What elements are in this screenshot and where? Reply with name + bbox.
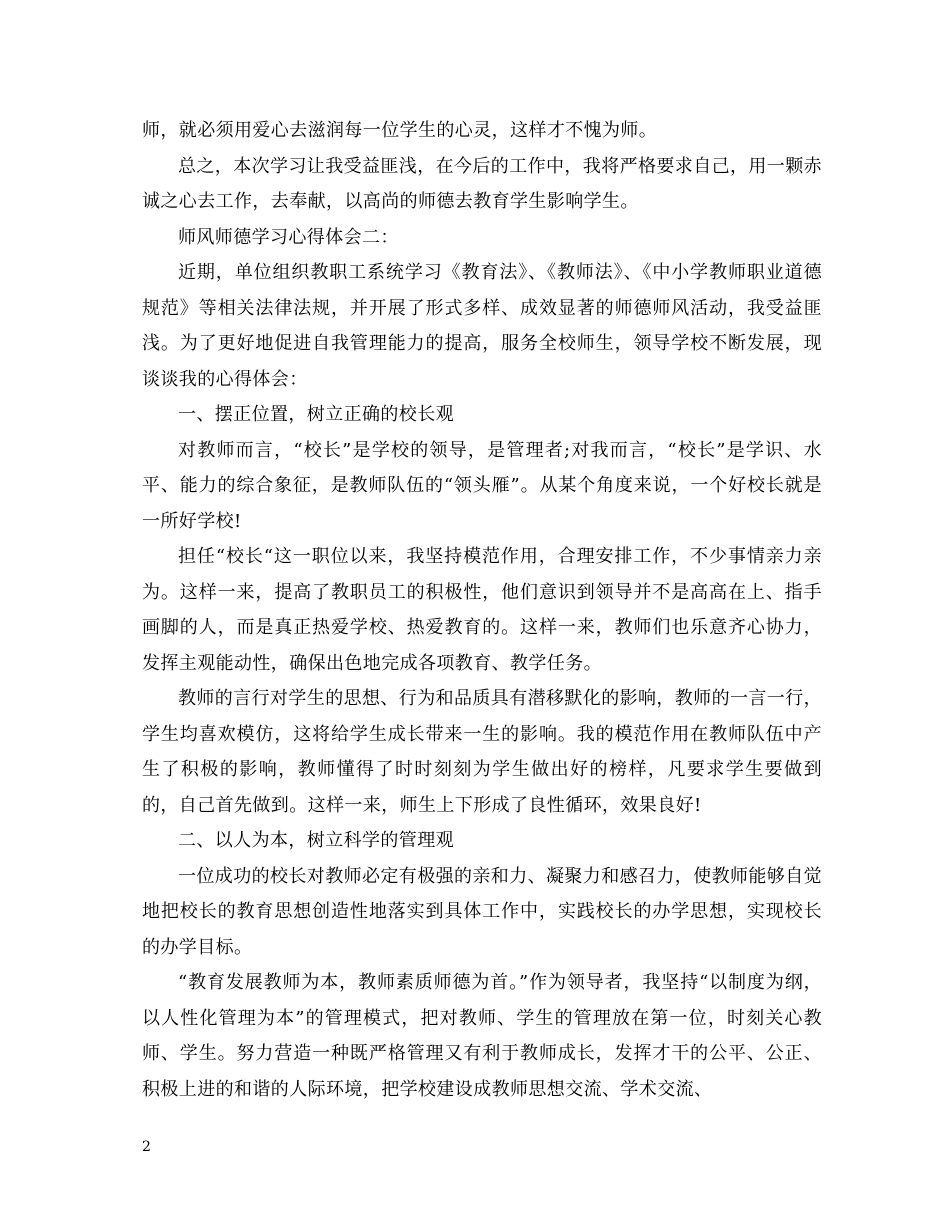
paragraph: 教师的言行对学生的思想、行为和品质具有潜移默化的影响，教师的一言一行，学生均喜欢模仿，这将给学生成长带来一生的影响。我的模范作用在教师队伍中产生了积极的影响，教师懂得了时时刻刻为学生做出好的榜样，凡要求学生要做到的，自己首先做到。这样一来，师生上下形成了良性循环，效果良好! [142, 688, 822, 816]
paragraph: 一位成功的校长对教师必定有极强的亲和力、凝聚力和感召力，使教师能够自觉地把校长的教育思想创造性地落实到具体工作中，实践校长的办学思想，实现校长的办学目标。 [142, 865, 822, 958]
page-number: 2 [142, 1139, 151, 1155]
paragraph: 对教师而言，“校长”是学校的领导，是管理者;对我而言，“校长”是学识、水平、能力的综合象征，是教师队伍的“领头雁”。从某个角度来说，一个好校长就是一所好学校! [142, 439, 822, 532]
paragraph: 担任“校长“这一职位以来，我坚持模范作用，合理安排工作，不少事情亲力亲为。这样一来，提高了教职员工的积极性，他们意识到领导并不是高高在上、指手画脚的人，而是真正热爱学校、热爱教育的。这样一来，教师们也乐意齐心协力，发挥主观能动性，确保出色地完成各项教育、教学任务。 [142, 546, 822, 674]
paragraph: 总之，本次学习让我受益匪浅，在今后的工作中，我将严格要求自己，用一颗赤诚之心去工作，去奉献，以高尚的师德去教育学生影响学生。 [142, 155, 822, 212]
paragraph: 近期，单位组织教职工系统学习《教育法》、《教师法》、《中小学教师职业道德规范》等相关法律法规，并开展了形式多样、成效显著的师德师风活动，我受益匪浅。为了更好地促进自我管理能力的提高，服务全校师生，领导学校不断发展，现谈谈我的心得体会： [142, 262, 822, 390]
section-heading: 师风师德学习心得体会二： [178, 226, 399, 248]
paragraph: “教育发展教师为本，教师素质师德为首。”作为领导者，我坚持“以制度为纲，以人性化管理为本”的管理模式，把对教师、学生的管理放在第一位，时刻关心教师、学生。努力营造一种既严格管理又有利于教师成长，发挥才干的公平、公正、积极上进的和谐的人际环境，把学校建设成教师思想交流、学术交流、 [142, 972, 822, 1100]
paragraph: 师，就必须用爱心去滋润每一位学生的心灵，这样才不愧为师。 [142, 120, 658, 141]
document-body [142, 113, 822, 1107]
section-heading: 一、摆正位置，树立正确的校长观 [178, 404, 454, 425]
section-heading: 二、以人为本，树立科学的管理观 [178, 830, 454, 851]
